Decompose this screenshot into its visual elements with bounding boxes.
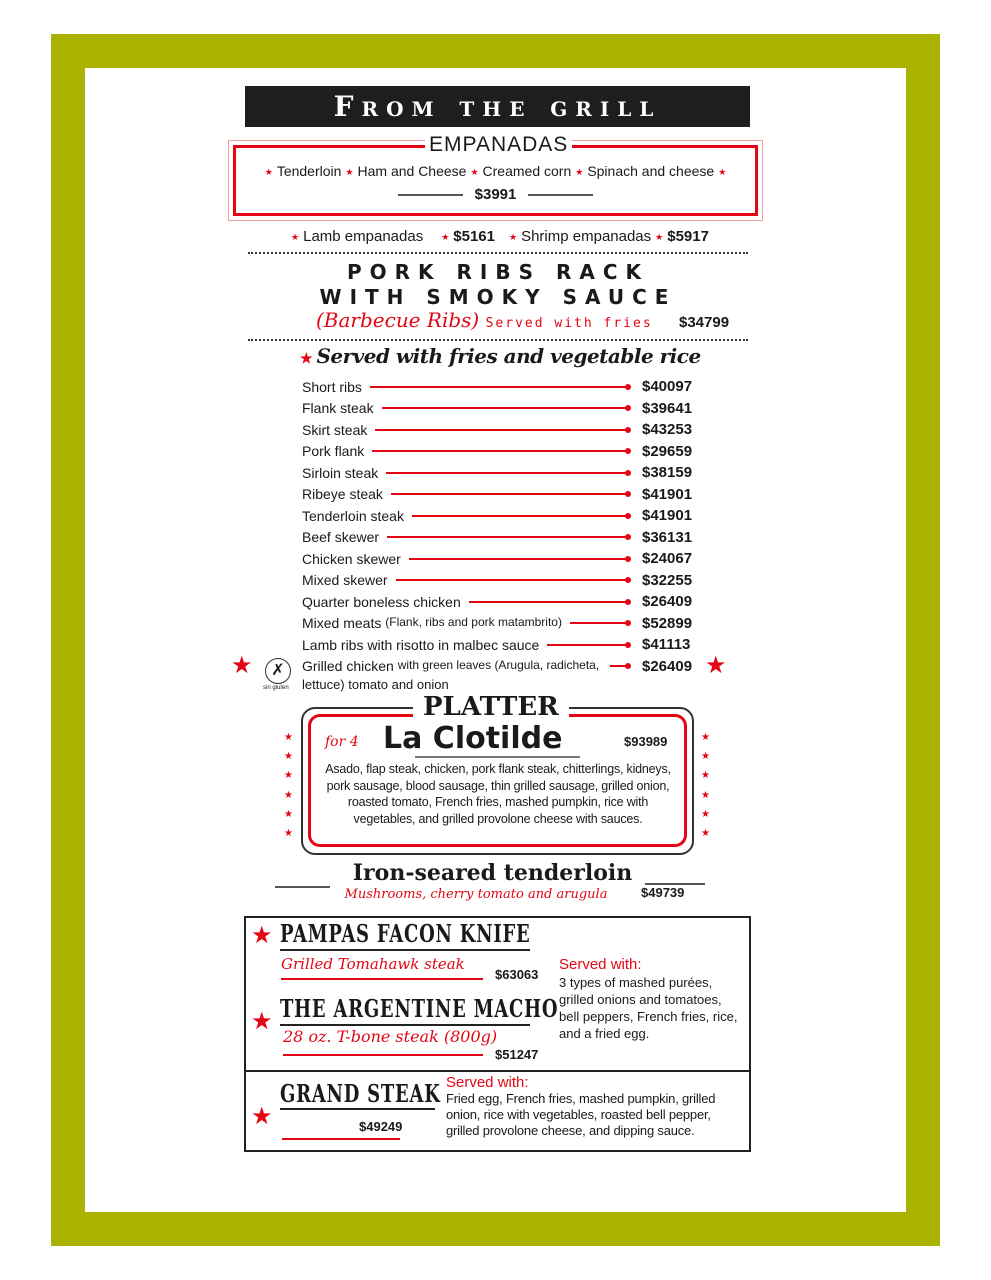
star-icon: ★ (300, 351, 317, 367)
lamb-empanadas: Lamb empanadas (303, 228, 424, 245)
star-column-left: ★ ★ ★ ★ ★ ★ (284, 732, 293, 840)
leader-line (387, 536, 628, 538)
item-name: Chicken skewer (302, 550, 401, 567)
star-column-right: ★ ★ ★ ★ ★ ★ (701, 732, 710, 840)
item-price: $26409 (642, 657, 693, 675)
served-with-fries: Served with fries (485, 316, 653, 331)
empanada-item: Ham and Cheese (357, 163, 467, 179)
macho-sub: 28 oz. T-bone steak (800g) (283, 1027, 498, 1046)
underline (280, 1024, 530, 1026)
menu-item-row (302, 634, 692, 656)
star-icon: ★ (705, 652, 727, 679)
arrow-right-icon (275, 878, 330, 896)
platter-description: Asado, flap steak, chicken, pork flank steak, chitterlings, kidneys, pork sausage, blood sausage, thin grilled sausage, grilled onion, roasted tomato, French fries, mashed pumpkin, rice with vegetables, and grilled provolone cheese with sauces. (325, 762, 671, 826)
item-price: $26409 (642, 593, 693, 611)
leader-line (610, 665, 628, 667)
leader-line (382, 407, 628, 409)
pork-ribs-price: $34799 (679, 314, 730, 331)
pampas-sub: Grilled Tomahawk steak (281, 955, 465, 973)
leader-line (375, 429, 628, 431)
empanadas-extra: ★ Lamb empanadas ★ $5161 ★ Shrimp empanadas ★ $5917 (291, 228, 709, 245)
item-price: $40097 (642, 378, 693, 396)
iron-price: $49739 (641, 885, 685, 900)
price: $5917 (667, 228, 709, 245)
item-price: $32255 (642, 571, 693, 589)
item-name: Mixed skewer (302, 572, 388, 589)
grilled-chicken-note-2: lettuce) tomato and onion (302, 677, 449, 692)
item-name: Beef skewer (302, 529, 380, 546)
menu-item-row (302, 505, 692, 527)
menu-item-row (302, 419, 692, 441)
arrow-left-icon (528, 194, 593, 196)
leader-line (469, 601, 628, 603)
menu-item-row (302, 484, 692, 506)
item-name: Pork flank (302, 443, 365, 460)
iron-name: Iron-seared tenderloin (352, 860, 633, 886)
item-name: Sirloin steak (302, 464, 379, 481)
price: $5161 (453, 228, 495, 245)
grand-name: GRAND STEAK (280, 1079, 441, 1108)
menu-item-row (302, 591, 692, 613)
macho-price: $51247 (495, 1047, 539, 1062)
divider (248, 252, 748, 254)
served-with-label: Served with: (559, 956, 642, 973)
leader-line (391, 493, 628, 495)
menu-item-row (302, 613, 692, 635)
menu-item-row (302, 376, 692, 398)
menu-item-row (302, 441, 692, 463)
leader-line (412, 515, 628, 517)
gluten-free-icon: ✗ (265, 658, 291, 684)
menu-item-row (302, 656, 692, 678)
star-icon: ★ (251, 1008, 273, 1035)
grill-list (302, 376, 692, 677)
shrimp-empanadas: Shrimp empanadas (521, 228, 652, 245)
served-with-label: Served with: (446, 1074, 529, 1091)
item-name: Lamb ribs with risotto in malbec sauce (302, 636, 540, 653)
grand-price: $49249 (359, 1119, 403, 1134)
item-note: (Flank, ribs and pork matambrito) (385, 615, 562, 630)
star-icon: ★ (251, 922, 273, 949)
leader-line (386, 472, 628, 474)
iron-sub: Mushrooms, cherry tomato and arugula (344, 887, 608, 902)
menu-item-row (302, 570, 692, 592)
item-price: $43253 (642, 421, 693, 439)
item-price: $29659 (642, 442, 693, 460)
page-title: From the grill (245, 86, 750, 127)
bbq-label: (Barbecue Ribs) (316, 308, 480, 332)
pampas-price: $63063 (495, 967, 539, 982)
item-name: Tenderloin steak (302, 507, 404, 524)
empanadas-items: ★ Tenderloin ★ Ham and Cheese ★ Creamed corn ★ Spinach and cheese ★ (264, 163, 727, 179)
platter-name: La Clotilde (383, 721, 563, 756)
star-icon: ★ (231, 652, 253, 679)
empanadas-price-row (233, 186, 758, 203)
empanada-item: Creamed corn (482, 163, 572, 179)
item-price: $24067 (642, 550, 693, 568)
menu-item-row (302, 398, 692, 420)
empanada-item: Tenderloin (276, 163, 342, 179)
red-line (283, 1054, 483, 1056)
empanadas-price: $3991 (474, 186, 517, 203)
grill-heading (300, 346, 701, 366)
leader-line (396, 579, 628, 581)
red-line (282, 1138, 400, 1140)
empanadas-title: EMPANADAS (425, 133, 572, 157)
leader-line (370, 386, 628, 388)
item-price: $41901 (642, 485, 693, 503)
item-name: Ribeye steak (302, 486, 383, 503)
platter-price: $93989 (624, 734, 668, 749)
divider (244, 1070, 751, 1072)
red-line (281, 978, 483, 980)
pork-ribs-subtitle (316, 309, 653, 332)
item-price: $52899 (642, 614, 693, 632)
macho-name: THE ARGENTINE MACHO (280, 994, 559, 1023)
item-price: $39641 (642, 399, 693, 417)
leader-line (372, 450, 628, 452)
menu-item-row (302, 527, 692, 549)
pork-ribs-title (248, 260, 748, 310)
star-icon: ★ (251, 1103, 273, 1130)
item-price: $36131 (642, 528, 693, 546)
pampas-name: PAMPAS FACON KNIFE (280, 919, 531, 948)
leader-line (570, 622, 628, 624)
leader-line (547, 644, 628, 646)
item-name: Mixed meats (302, 615, 382, 632)
leader-line (409, 558, 628, 560)
divider (248, 339, 748, 341)
underline (280, 949, 530, 951)
item-price: $41113 (642, 636, 691, 654)
served-with-text: Fried egg, French fries, mashed pumpkin, grilled onion, rice with vegetables, roasted bell pepper, grilled provolone cheese, and dipping sauce. (446, 1091, 716, 1138)
item-name: Skirt steak (302, 421, 368, 438)
underline (415, 756, 580, 758)
arrow-right-icon (398, 194, 463, 196)
gluten-free-label: sin gluten (263, 685, 289, 691)
heading-text: Served with fries and vegetable rice (316, 344, 701, 368)
menu-item-row (302, 462, 692, 484)
menu-item-row (302, 548, 692, 570)
item-price: $41901 (642, 507, 693, 525)
item-name: Quarter boneless chicken (302, 593, 461, 610)
empanada-item: Spinach and cheese (587, 163, 715, 179)
platter-title: PLATTER (413, 694, 569, 720)
title-line: PORK RIBS RACK (346, 260, 650, 284)
item-name: Short ribs (302, 378, 362, 395)
item-name: Grilled chicken (302, 658, 394, 675)
underline (280, 1108, 435, 1110)
item-name: Flank steak (302, 400, 374, 417)
platter-for: for 4 (325, 734, 359, 750)
item-note: with green leaves (Arugula, radicheta, (397, 658, 600, 673)
item-price: $38159 (642, 464, 693, 482)
served-with-text: 3 types of mashed purées, grilled onions and tomatoes, bell peppers, French fries, rice, and a fried egg. (559, 975, 738, 1041)
title-line: WITH SMOKY SAUCE (319, 285, 677, 309)
